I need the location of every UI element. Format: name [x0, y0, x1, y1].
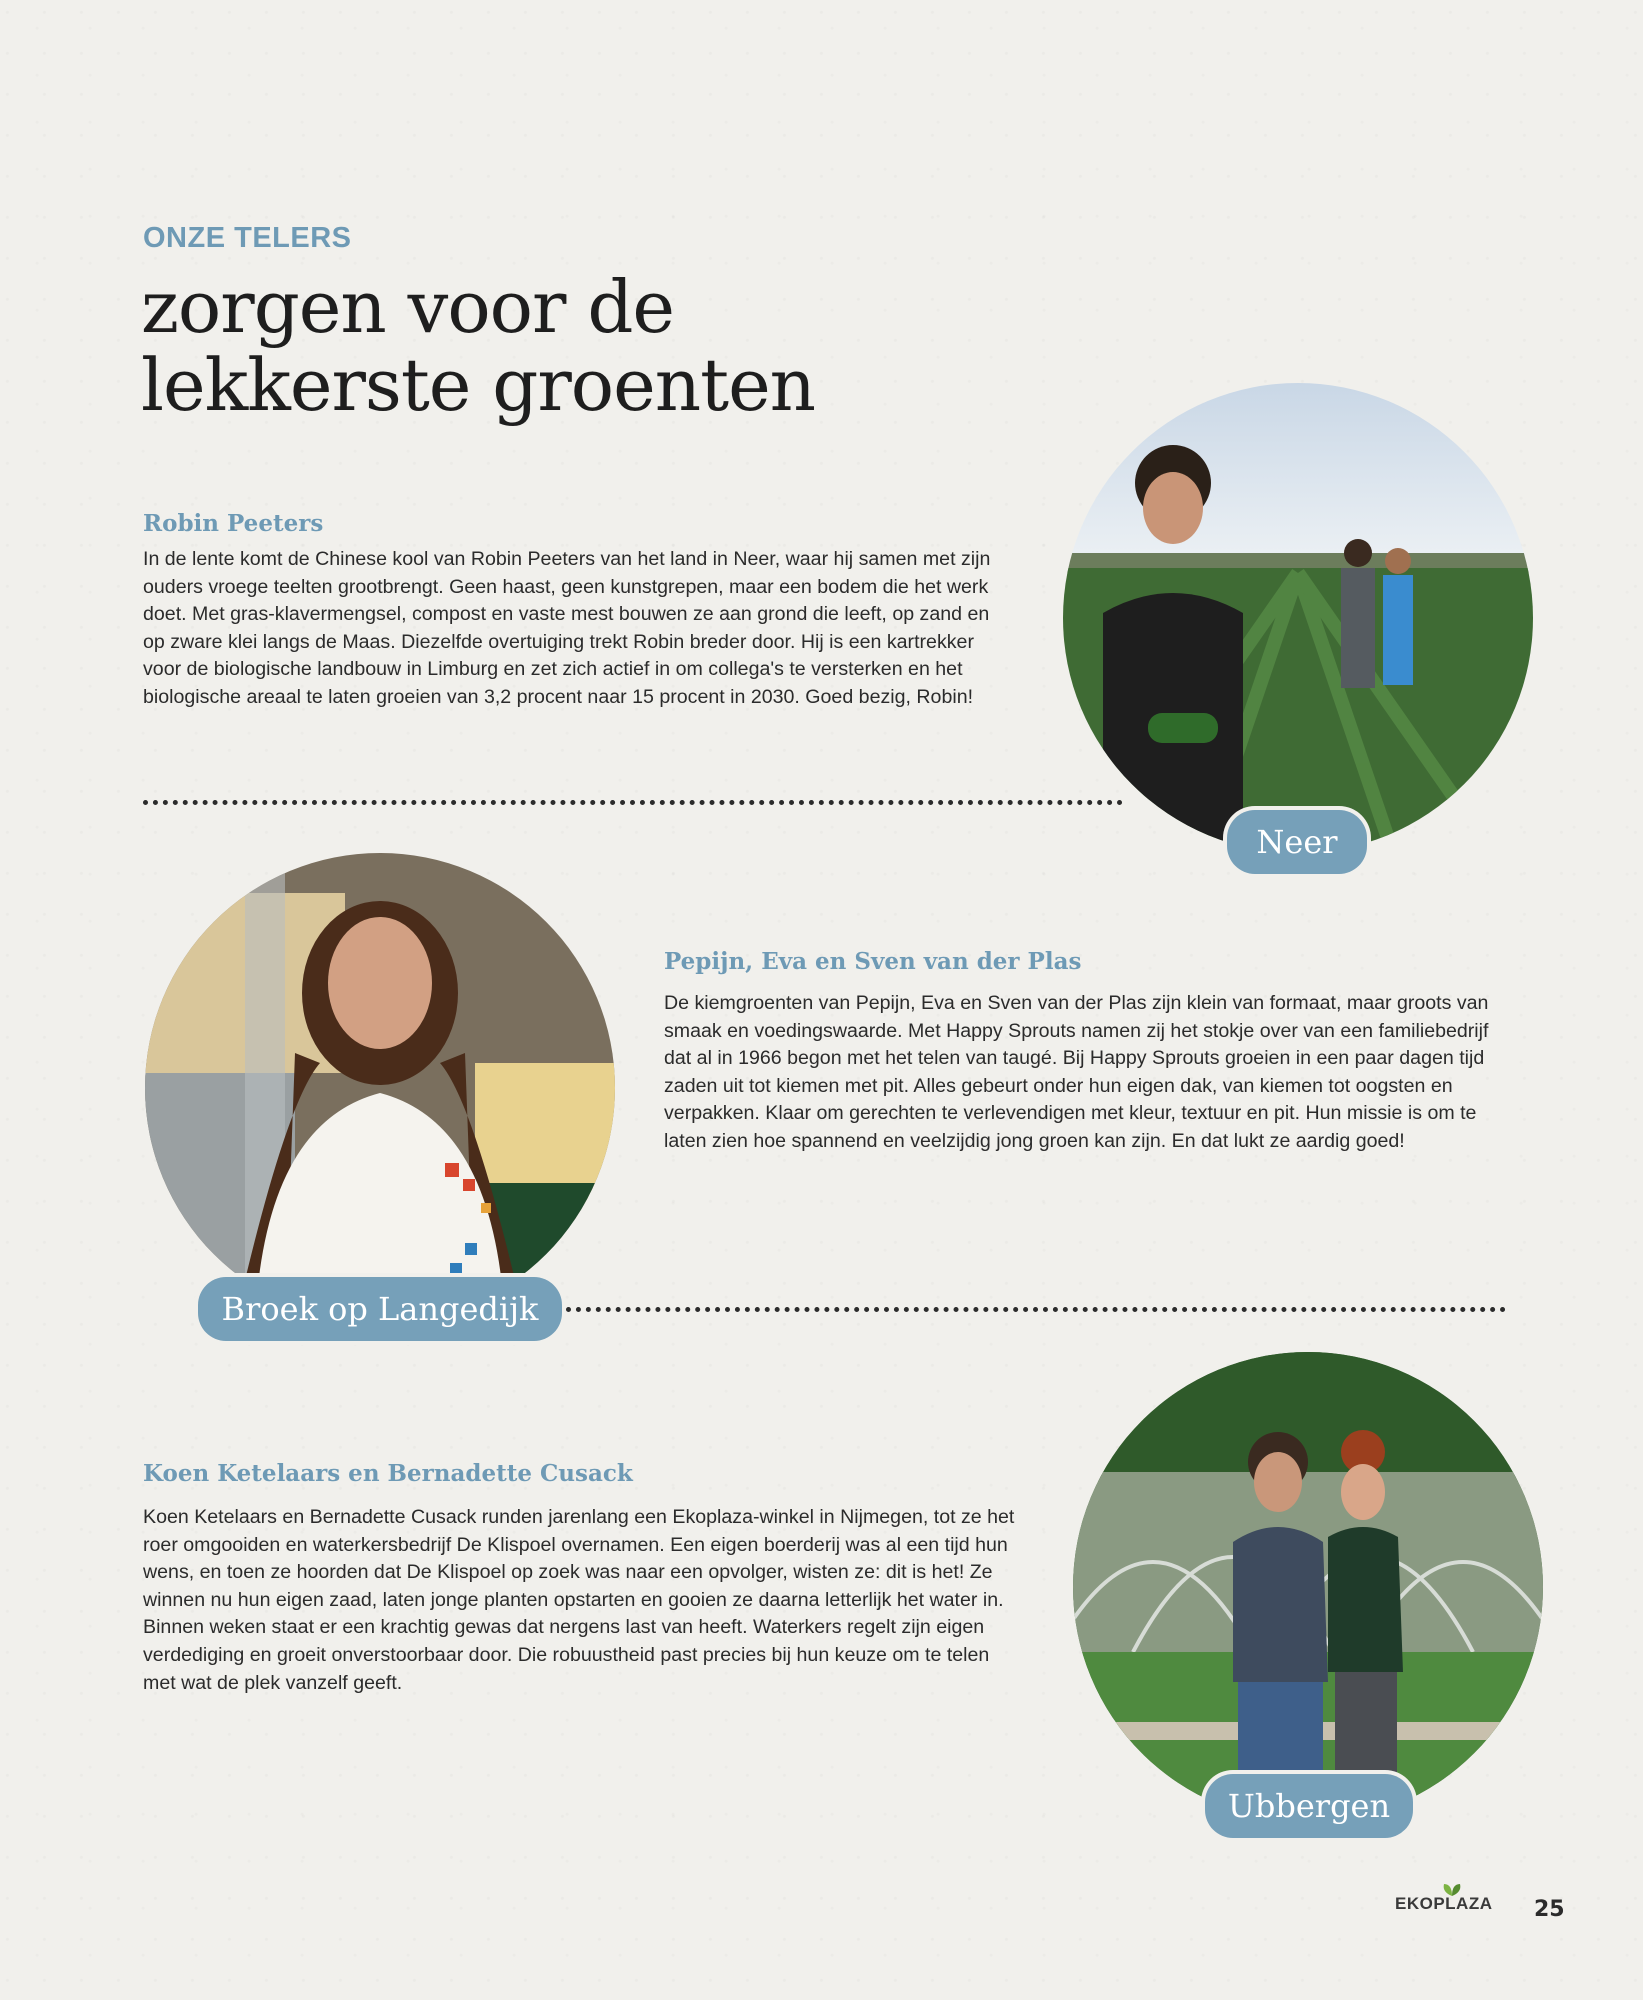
- watercress-photo-illustration: [1073, 1352, 1543, 1822]
- dotted-divider: [566, 1307, 1506, 1312]
- dotted-divider: [143, 800, 1123, 805]
- grower-photo-robin: [1063, 383, 1533, 853]
- greenhouse-photo-illustration: [145, 853, 615, 1323]
- grower-name-robin: Robin Peeters: [143, 510, 324, 537]
- grower-text-van-der-plas: De kiemgroenten van Pepijn, Eva en Sven van der Plas zijn klein van formaat, maar groots van smaak en voedingswaarde. Met Happy Sprouts namen zij het stokje over van een familiebedrijf dat al in 1966 begon met het telen van taugé. Bij Happy Sprouts groeien in een paar dagen tijd zaden uit tot kiemen met pit. Alles gebeurt onder hun eigen dak, van kiemen tot oogsten en verpakken. Klaar om gerechten te verlevendigen met kleur, textuur en pit. Hun missie is om te laten zien hoe spannend en veelzijdig jong groen kan zijn. En dat lukt ze aardig goed!: [664, 992, 1489, 1152]
- location-badge-neer: Neer: [1227, 810, 1367, 874]
- grower-photo-ketelaars-cusack: [1073, 1352, 1543, 1822]
- page-title-line-2: lekkerste groenten: [141, 343, 816, 427]
- location-badge-broek-op-langedijk: Broek op Langedijk: [198, 1277, 562, 1341]
- grower-photo-van-der-plas: [145, 853, 615, 1323]
- section-kicker: ONZE TELERS: [143, 222, 352, 254]
- grower-text-ketelaars-cusack: Koen Ketelaars en Bernadette Cusack runden jarenlang een Ekoplaza-winkel in Nijmegen, tot ze het roer omgooiden en waterkersbedrijf De Klispoel overnamen. Een eigen boerderij was al een tijd hun wens, en toen ze hoorden dat De Klispoel op zoek was naar een opvolger, wisten ze: dit is het! Ze winnen nu hun eigen zaad, laten jonge planten opstarten en gooien ze daarna letterlijk het water in. Binnen weken staat er een krachtig gewas dat nergens last van heeft. Waterkers regelt zijn eigen verdediging en groeit onverstoorbaar door. Die robuustheid past precies bij hun keuze om te telen met wat de plek vanzelf geeft.: [143, 1506, 1015, 1694]
- ekoplaza-logo: EKOPLAZA: [1395, 1894, 1493, 1913]
- page-number: 25: [1534, 1897, 1565, 1922]
- location-badge-ubbergen: Ubbergen: [1205, 1774, 1413, 1838]
- grower-name-van-der-plas: Pepijn, Eva en Sven van der Plas: [664, 948, 1082, 975]
- grower-name-ketelaars-cusack: Koen Ketelaars en Bernadette Cusack: [143, 1460, 633, 1487]
- page-title: [141, 265, 816, 427]
- field-photo-illustration: [1063, 383, 1533, 853]
- grower-text-robin: In de lente komt de Chinese kool van Robin Peeters van het land in Neer, waar hij samen met zijn ouders vroege teelten grootbrengt. Geen haast, geen kunstgrepen, maar een bodem die het werk doet. Met gras-klavermengsel, compost en vaste mest bouwen ze aan grond die leeft, op zand en op zware klei langs de Maas. Diezelfde overtuiging trekt Robin breder door. Hij is een kartrekker voor de biologische landbouw in Limburg en zet zich actief in om collega's te versterken en het biologische areaal te laten groeien van 3,2 procent naar 15 procent in 2030. Goed bezig, Robin!: [143, 548, 991, 708]
- page-title-line-1: zorgen voor de: [141, 265, 675, 349]
